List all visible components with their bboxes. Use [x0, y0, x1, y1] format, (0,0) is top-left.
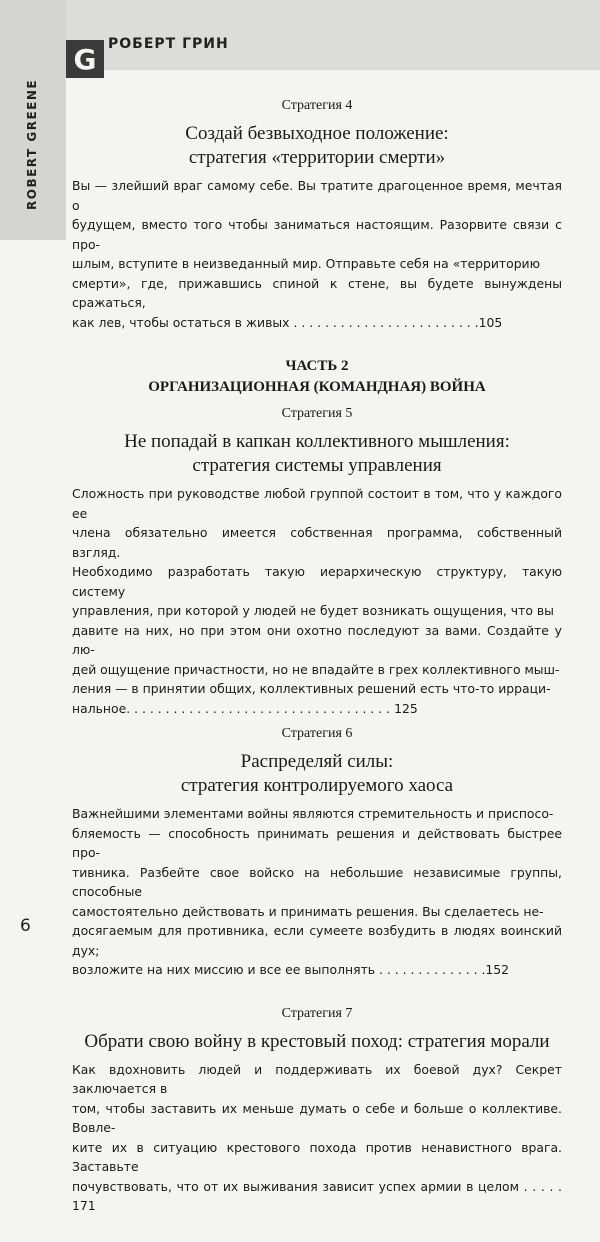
title-line: стратегия контролируемого хаоса — [180, 775, 454, 796]
summary-line: Необходимо разработать такую иерархическую структуру, такую систему — [72, 564, 562, 599]
title-line: стратегия системы управления — [192, 455, 442, 476]
summary-line: Сложность при руководстве любой группой состоит в том, что у каждого ее — [72, 486, 562, 521]
summary-last-line: как лев, чтобы остаться в живых — [72, 314, 290, 330]
summary-line: Как вдохновить людей и поддерживать их боевой дух? Секрет заключается в — [72, 1061, 562, 1096]
dot-leader: . . . . . — [518, 1178, 562, 1194]
summary-line: том, чтобы заставить их меньше думать о себе и больше о коллективе. Вовле- — [72, 1100, 562, 1135]
page-ref[interactable]: 171 — [72, 1198, 96, 1213]
summary-line: досягаемым для противника, если сумеете возбудить в людях воинский дух; — [72, 923, 562, 958]
strategy-number: Стратегия 4 — [281, 98, 353, 113]
dot-leader: . . . . . . . . . . . . . . — [379, 962, 486, 977]
dot-leader: . . . . . . . . . . . . . . . . . . . . . . . . — [289, 314, 479, 330]
page-ref[interactable]: 152 — [485, 962, 510, 977]
spine-author-name: ROBERT GREENE — [25, 78, 39, 210]
strategy-title — [72, 430, 562, 478]
toc-entry-strategy-5 — [72, 406, 562, 718]
page-ref[interactable]: 105 — [478, 314, 503, 330]
summary-line: тивника. Разбейте свое войско на небольшие независимые группы, способные — [72, 864, 562, 899]
strategy-summary — [72, 804, 562, 980]
summary-last-line: возложите на них миссию и все ее выполнять — [72, 962, 376, 977]
summary-line: Важнейшими элементами войны являются стремительность и приспосо- — [72, 806, 554, 821]
summary-line: шлым, вступите в неизведанный мир. Отправьте себя на «территорию — [72, 256, 541, 271]
part-label: ЧАСТЬ 2 — [285, 358, 349, 374]
dot-leader: . . . . . . . . . . . . . . . . . . . . . . . . . . . . . . . . . . — [126, 700, 391, 716]
summary-line: смерти», где, прижавшись спиной к стене, вы будете вынуждены сражаться, — [72, 275, 562, 310]
strategy-summary — [72, 1060, 562, 1216]
summary-line: бляемость — способность принимать решения и действовать быстрее про- — [72, 825, 562, 860]
title-line: Распределяй силы: — [240, 751, 394, 772]
strategy-number: Стратегия 5 — [281, 406, 353, 421]
summary-line: Вы — злейший враг самому себе. Вы тратите драгоценное время, мечтая о — [72, 178, 562, 213]
logo-mark: G — [66, 40, 104, 78]
toc-entry-strategy-7 — [72, 1006, 562, 1216]
strategy-summary — [72, 176, 562, 332]
running-header-author: РОБЕРТ ГРИН — [108, 36, 229, 52]
part-title: ОРГАНИЗАЦИОННАЯ (КОМАНДНАЯ) ВОЙНА — [148, 379, 486, 395]
summary-line: ления — в принятии общих, коллективных решений есть что-то ирраци- — [72, 681, 551, 696]
toc-content — [72, 98, 562, 1242]
summary-line: давите на них, но при этом они охотно последуют за вами. Создайте у лю- — [72, 622, 562, 657]
title-line: стратегия «территории смерти» — [188, 147, 446, 168]
title-line: Обрати свою войну в крестовый поход: стратегия морали — [84, 1030, 550, 1052]
summary-last-line: почувствовать, что от их выживания зависит успех армии в целом — [72, 1178, 519, 1194]
title-line: Не попадай в капкан коллективного мышления: — [124, 431, 510, 452]
toc-entry-strategy-6 — [72, 726, 562, 980]
summary-line: будущем, вместо того чтобы заниматься настоящим. Разорвите связи с про- — [72, 217, 562, 252]
summary-line: члена обязательно имеется собственная программа, собственный взгляд. — [72, 525, 562, 560]
strategy-number: Стратегия 7 — [281, 1005, 353, 1021]
summary-last-line: нальное — [72, 700, 127, 716]
strategy-title — [72, 1030, 562, 1054]
strategy-title — [72, 122, 562, 170]
summary-line: дей ощущение причастности, но не впадайте в грех коллективного мыш- — [72, 661, 560, 677]
toc-entry-strategy-4 — [72, 98, 562, 332]
title-line: Создай безвыходное положение: — [185, 123, 449, 144]
strategy-summary — [72, 484, 562, 718]
strategy-title — [72, 750, 562, 798]
page-ref[interactable]: 125 — [394, 700, 418, 716]
summary-line: самостоятельно действовать и принимать решения. Вы сделаетесь не- — [72, 903, 544, 919]
summary-line: управления, при которой у людей не будет возникать ощущения, что вы — [72, 603, 554, 618]
strategy-number: Стратегия 6 — [281, 726, 353, 741]
header-bar — [66, 0, 600, 70]
page-number: 6 — [20, 916, 31, 936]
summary-line: ките их в ситуацию крестового похода против ненавистного врага. Заставьте — [72, 1139, 562, 1174]
